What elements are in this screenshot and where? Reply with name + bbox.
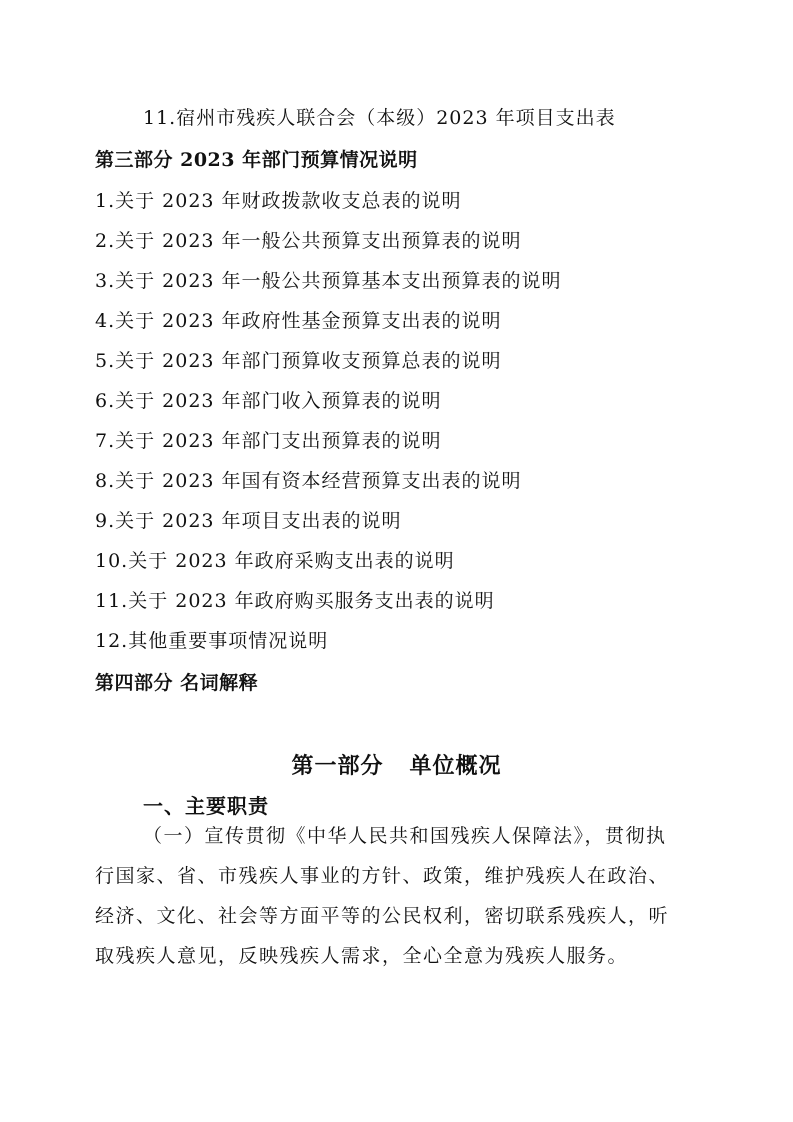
section-title: 第一部分 单位概况 — [291, 753, 502, 779]
section-subheading: 一、主要职责 — [143, 794, 269, 818]
toc-item-5: 5.关于 2023 年部门预算收支预算总表的说明 — [95, 350, 502, 372]
paragraph-line: 行国家、省、市残疾人事业的方针、政策，维护残疾人在政治、 — [95, 865, 670, 887]
toc-item-8: 8.关于 2023 年国有资本经营预算支出表的说明 — [95, 470, 522, 492]
toc-item-part2-11: 11.宿州市残疾人联合会（本级）2023 年项目支出表 — [143, 107, 616, 129]
toc-item-9: 9.关于 2023 年项目支出表的说明 — [95, 510, 402, 532]
paragraph-line: 取残疾人意见，反映残疾人需求，全心全意为残疾人服务。 — [95, 945, 629, 967]
paragraph-line: （一）宣传贯彻《中华人民共和国残疾人保障法》，贯彻执 — [143, 825, 667, 847]
toc-part4-heading: 第四部分 名词解释 — [95, 672, 259, 694]
section-paragraph — [95, 816, 695, 976]
toc-item-10: 10.关于 2023 年政府采购支出表的说明 — [95, 550, 455, 572]
toc-part3-heading: 第三部分 2023 年部门预算情况说明 — [95, 149, 418, 171]
toc-item-12: 12.其他重要事项情况说明 — [95, 630, 329, 652]
toc-item-11: 11.关于 2023 年政府购买服务支出表的说明 — [95, 590, 495, 612]
toc-item-3: 3.关于 2023 年一般公共预算基本支出预算表的说明 — [95, 270, 562, 292]
toc-item-2: 2.关于 2023 年一般公共预算支出预算表的说明 — [95, 230, 522, 252]
toc-item-7: 7.关于 2023 年部门支出预算表的说明 — [95, 430, 442, 452]
toc-item-1: 1.关于 2023 年财政拨款收支总表的说明 — [95, 190, 462, 212]
toc-item-4: 4.关于 2023 年政府性基金预算支出表的说明 — [95, 310, 502, 332]
paragraph-line: 经济、文化、社会等方面平等的公民权利，密切联系残疾人，听 — [95, 905, 670, 927]
toc-item-6: 6.关于 2023 年部门收入预算表的说明 — [95, 390, 442, 412]
